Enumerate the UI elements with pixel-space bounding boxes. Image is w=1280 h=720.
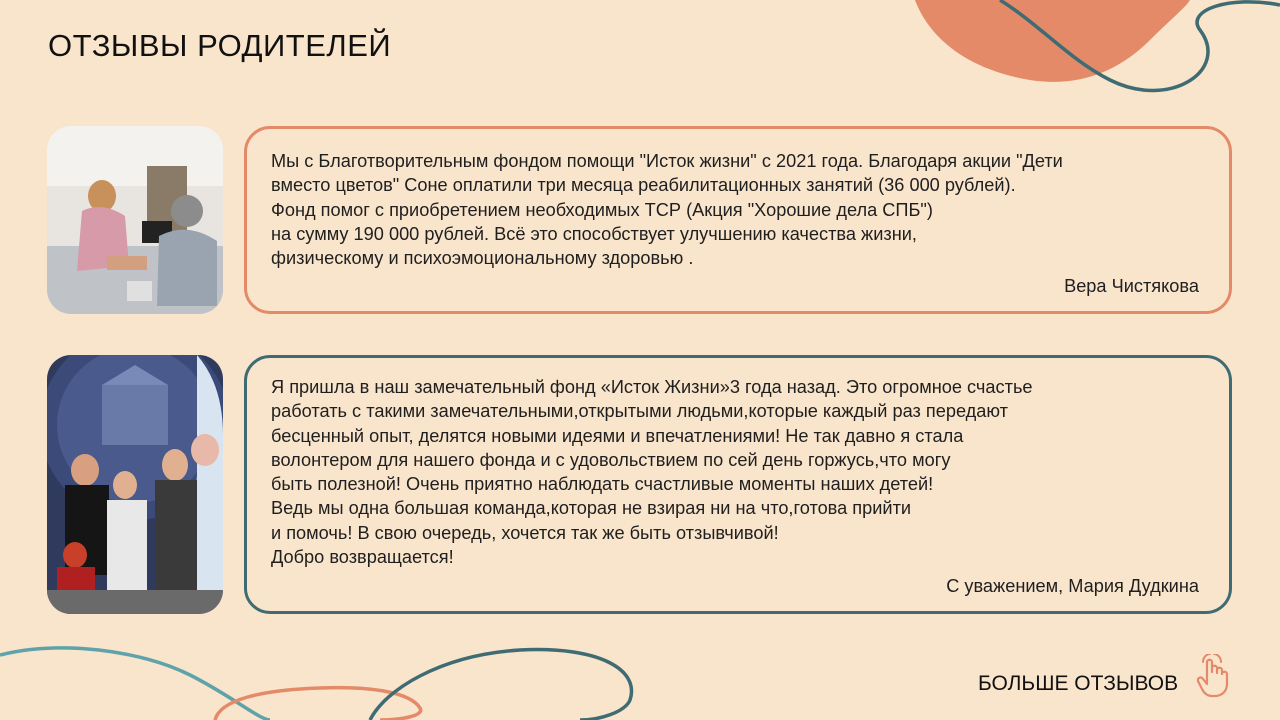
pointing-hand-icon[interactable] <box>1194 654 1230 698</box>
review-author-2: С уважением, Мария Дудкина <box>946 576 1199 596</box>
bottom-orange-loop <box>215 688 421 720</box>
bottom-left-teal-line <box>0 648 270 720</box>
more-reviews-link[interactable]: БОЛЬШЕ ОТЗЫВОВ <box>978 672 1179 695</box>
bottom-teal-loop <box>370 650 632 720</box>
review-photo-1 <box>47 126 223 314</box>
review-card-1 <box>244 126 1232 314</box>
top-right-teal-line <box>1000 0 1280 90</box>
review-text-1: Мы с Благотворительным фондом помощи "Исток жизни" с 2021 года. Благодаря акции "Дети вместо цветов" Соне оплатили три месяца реабилитационных занятий (36 000 рублей). Фонд помог с приобретением необходимых ТСР (Акция "Хорошие дела СПБ") на сумму 190 000 рублей. Всё это способствует улучшению качества жизни, физическому и психоэмоциональному здоровью . <box>271 151 1063 269</box>
top-right-blob <box>915 0 1190 82</box>
page-title: ОТЗЫВЫ РОДИТЕЛЕЙ <box>48 28 392 63</box>
review-photo-2 <box>47 355 223 614</box>
review-text-2: Я пришла в наш замечательный фонд «Исток Жизни»3 года назад. Это огромное счастье работать с такими замечательными,открытыми людьми,которые каждый раз передают бесценный опыт, делятся новыми идеями и впечатлениями! Не так давно я стала волонтером для нашего фонда и с удовольствием по сей день горжусь,что могу быть полезной! Очень приятно наблюдать счастливые моменты наших детей! Ведь мы одна большая команда,которая не взирая ни на что,готова прийти и помочь! В свою очередь, хочется так же быть отзывчивой! Добро возвращается! <box>271 377 1033 568</box>
review-card-2 <box>244 355 1232 614</box>
review-author-1: Вера Чистякова <box>1064 276 1199 296</box>
